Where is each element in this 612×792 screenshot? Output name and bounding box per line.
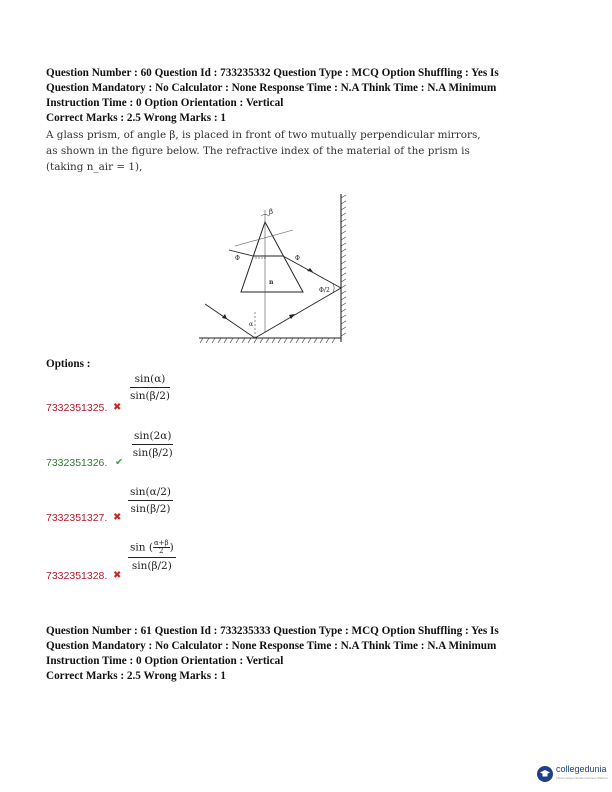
formula-numerator [128,540,176,558]
numerator-prefix: sin ( [130,541,153,554]
header-line: Question Number : 61 Question Id : 733235333 Question Type : MCQ Option Shuffling : Yes Is [46,625,499,637]
formula-denominator: sin(β/2) [132,447,173,459]
question-60-text [46,127,566,175]
label-n: n [269,279,274,286]
label-phi-right: Φ [295,255,300,262]
question-text-line: (taking n_air = 1), [46,161,143,173]
correct-icon: ✔ [115,457,124,468]
formula-numerator: sin(α) [130,373,170,388]
wrong-icon: ✖ [113,512,122,523]
collegedunia-logo [537,763,612,785]
option-id: 7332351325. [46,402,108,414]
header-line: Question Number : 60 Question Id : 733235332 Question Type : MCQ Option Shuffling : Yes Is [46,67,499,79]
header-line: Instruction Time : 0 Option Orientation : Vertical [46,655,284,667]
option-id: 7332351327. [46,512,108,524]
numerator-suffix: ) [169,541,174,554]
inner-fraction-top: α+β [153,539,169,547]
question-61-header [46,624,566,684]
formula-denominator: sin(β/2) [130,390,170,402]
formula-denominator: sin(β/2) [131,560,172,572]
option-formula [132,430,173,459]
header-line: Instruction Time : 0 Option Orientation : Vertical [46,97,284,109]
header-line: Correct Marks : 2.5 Wrong Marks : 1 [46,112,227,124]
inner-fraction [153,540,170,555]
label-phi-half: Φ/2 [319,287,330,294]
inner-fraction-bottom: 2 [159,547,164,555]
formula-denominator: sin(β/2) [130,503,171,515]
label-phi-left: Φ [235,255,240,262]
graduation-cap-icon [537,766,553,782]
option-id: 7332351328. [46,570,108,582]
question-text-line: as shown in the figure below. The refractive index of the material of the prism is [46,145,470,157]
option-formula [128,540,176,572]
question-text-line: A glass prism, of angle β, is placed in front of two mutually perpendicular mirrors, [46,129,481,141]
logo-tagline: India's largest Student Review Platform [556,776,609,780]
options-label: Options : [46,358,91,370]
label-alpha: α [249,321,254,328]
header-line: Correct Marks : 2.5 Wrong Marks : 1 [46,670,227,682]
option-id: 7332351326. [46,457,108,469]
header-line: Question Mandatory : No Calculator : None Response Time : N.A Think Time : N.A Minimum [46,82,497,94]
logo-name: collegedunia [556,764,607,774]
wrong-icon: ✖ [113,402,122,413]
question-60-header [46,66,566,126]
wrong-icon: ✖ [113,570,122,581]
header-line: Question Mandatory : No Calculator : None Response Time : N.A Think Time : N.A Minimum [46,640,497,652]
option-formula [130,373,170,402]
formula-numerator: sin(α/2) [128,486,173,501]
formula-numerator: sin(2α) [132,430,173,445]
label-beta: β [269,208,274,216]
option-formula [128,486,173,515]
prism-mirror-figure [195,192,355,352]
